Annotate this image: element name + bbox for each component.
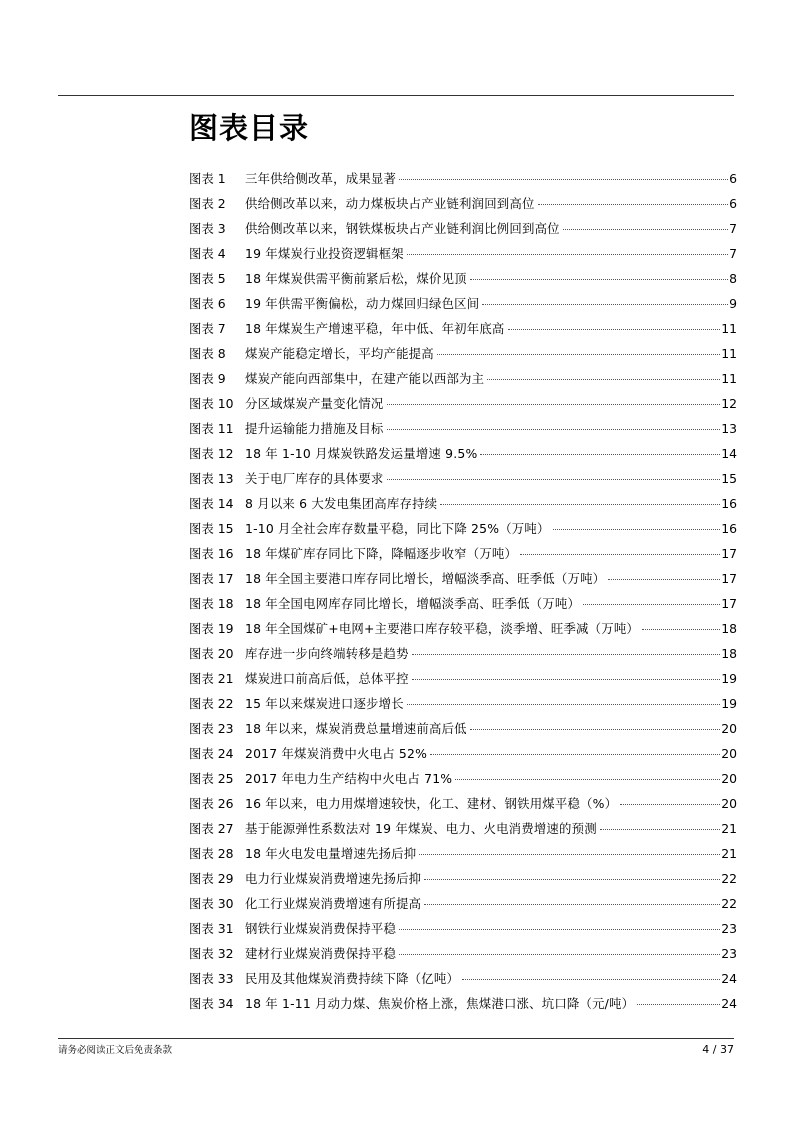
toc-entry[interactable] [189, 441, 737, 466]
toc-dot-leader [520, 554, 720, 555]
toc-entry[interactable] [189, 466, 737, 491]
toc-entry[interactable] [189, 791, 737, 816]
toc-entry-title: 提升运输能力措施及目标 [245, 421, 384, 436]
toc-entry[interactable] [189, 741, 737, 766]
toc-entry[interactable] [189, 841, 737, 866]
toc-entry-label: 图表 29 [189, 871, 234, 886]
toc-dot-leader [620, 804, 720, 805]
toc-dot-leader [387, 429, 721, 430]
toc-entry-title: 钢铁行业煤炭消费保持平稳 [245, 921, 397, 936]
toc-dot-leader [412, 654, 721, 655]
toc-entry[interactable] [189, 866, 737, 891]
toc-entry-page: 24 [721, 996, 737, 1011]
toc-entry-title: 19 年煤炭行业投资逻辑框架 [245, 246, 404, 261]
toc-entry-title: 煤炭产能向西部集中，在建产能以西部为主 [245, 371, 485, 386]
toc-entry-label: 图表 20 [189, 646, 234, 661]
toc-entry-title: 18 年火电发电量增速先扬后抑 [245, 846, 417, 861]
footer-page-number: 4 / 37 [702, 1043, 734, 1056]
toc-dot-leader [430, 754, 720, 755]
toc-entry-page: 7 [729, 221, 737, 236]
toc-entry-label: 图表 11 [189, 421, 234, 436]
toc-entry-page: 21 [721, 846, 737, 861]
toc-entry-title: 化工行业煤炭消费增速有所提高 [245, 896, 422, 911]
toc-dot-leader [455, 779, 720, 780]
toc-entry-page: 20 [721, 796, 737, 811]
toc-entry-title: 18 年煤矿库存同比下降，降幅逐步收窄（万吨） [245, 546, 518, 561]
toc-dot-leader [480, 454, 720, 455]
toc-entry-label: 图表 21 [189, 671, 234, 686]
toc-entry-page: 12 [721, 396, 737, 411]
toc-entry-title: 18 年全国电网库存同比增长，增幅淡季高、旺季低（万吨） [245, 596, 581, 611]
toc-dot-leader [538, 204, 729, 205]
toc-entry-page: 20 [721, 721, 737, 736]
header-divider [58, 95, 734, 96]
toc-dot-leader [462, 979, 720, 980]
toc-entry-label: 图表 24 [189, 746, 234, 761]
toc-entry[interactable] [189, 991, 737, 1016]
toc-entry[interactable] [189, 591, 737, 616]
toc-entry-page: 17 [721, 546, 737, 561]
toc-entry-page: 20 [721, 746, 737, 761]
toc-entry-label: 图表 4 [189, 246, 226, 261]
toc-entry-label: 图表 16 [189, 546, 234, 561]
toc-entry-title: 16 年以来，电力用煤增速较快，化工、建材、钢铁用煤平稳（%） [245, 796, 618, 811]
toc-dot-leader [424, 904, 720, 905]
toc-entry-page: 23 [721, 921, 737, 936]
toc-entry-title: 电力行业煤炭消费增速先扬后抑 [245, 871, 422, 886]
toc-entry-page: 15 [721, 471, 737, 486]
toc-dot-leader [470, 279, 728, 280]
toc-entry-page: 6 [729, 171, 737, 186]
toc-entry-title: 18 年 1-10 月煤炭铁路发运量增速 9.5% [245, 446, 478, 461]
toc-entry[interactable] [189, 216, 737, 241]
toc-dot-leader [482, 304, 728, 305]
toc-entry-title: 18 年全国煤矿+电网+主要港口库存较平稳，淡季增、旺季减（万吨） [245, 621, 640, 636]
toc-entry-page: 21 [721, 821, 737, 836]
toc-entry-page: 17 [721, 596, 737, 611]
toc-entry-title: 关于电厂库存的具体要求 [245, 471, 384, 486]
table-of-figures [189, 166, 737, 1016]
toc-entry-page: 18 [721, 646, 737, 661]
toc-entry-title: 18 年全国主要港口库存同比增长，增幅淡季高、旺季低（万吨） [245, 571, 606, 586]
toc-dot-leader [407, 704, 720, 705]
toc-entry-label: 图表 33 [189, 971, 234, 986]
toc-entry-page: 24 [721, 971, 737, 986]
toc-entry-page: 20 [721, 771, 737, 786]
toc-entry-label: 图表 10 [189, 396, 234, 411]
toc-dot-leader [387, 404, 721, 405]
toc-entry-label: 图表 1 [189, 171, 226, 186]
toc-dot-leader [487, 379, 720, 380]
toc-dot-leader [437, 354, 720, 355]
toc-entry-page: 23 [721, 946, 737, 961]
toc-entry-page: 16 [721, 521, 737, 536]
toc-entry[interactable] [189, 291, 737, 316]
toc-entry[interactable] [189, 416, 737, 441]
toc-entry-title: 建材行业煤炭消费保持平稳 [245, 946, 397, 961]
toc-entry-label: 图表 7 [189, 321, 226, 336]
toc-entry-title: 18 年以来，煤炭消费总量增速前高后低 [245, 721, 467, 736]
toc-entry-label: 图表 18 [189, 596, 234, 611]
toc-entry-label: 图表 30 [189, 896, 234, 911]
toc-entry-label: 图表 9 [189, 371, 226, 386]
toc-entry-label: 图表 23 [189, 721, 234, 736]
toc-entry-page: 13 [721, 421, 737, 436]
toc-entry[interactable] [189, 491, 737, 516]
toc-entry[interactable] [189, 166, 737, 191]
toc-dot-leader [553, 529, 721, 530]
toc-entry[interactable] [189, 266, 737, 291]
toc-entry-title: 18 年煤炭生产增速平稳，年中低、年初年底高 [245, 321, 505, 336]
toc-entry-page: 18 [721, 621, 737, 636]
toc-dot-leader [642, 629, 720, 630]
toc-entry-label: 图表 19 [189, 621, 234, 636]
toc-entry[interactable] [189, 241, 737, 266]
toc-entry-title: 19 年供需平衡偏松，动力煤回归绿色区间 [245, 296, 480, 311]
toc-dot-leader [424, 879, 720, 880]
toc-entry-label: 图表 32 [189, 946, 234, 961]
toc-entry[interactable] [189, 666, 737, 691]
toc-entry-page: 9 [729, 296, 737, 311]
toc-entry-title: 基于能源弹性系数法对 19 年煤炭、电力、火电消费增速的预测 [245, 821, 597, 836]
toc-entry-label: 图表 26 [189, 796, 234, 811]
toc-entry-page: 22 [721, 871, 737, 886]
toc-entry[interactable] [189, 966, 737, 991]
toc-entry-title: 8 月以来 6 大发电集团高库存持续 [245, 496, 438, 511]
toc-dot-leader [399, 179, 728, 180]
toc-dot-leader [508, 329, 721, 330]
toc-entry-title: 库存进一步向终端转移是趋势 [245, 646, 409, 661]
toc-entry[interactable] [189, 716, 737, 741]
toc-entry[interactable] [189, 891, 737, 916]
toc-entry-page: 11 [721, 321, 737, 336]
toc-entry-label: 图表 5 [189, 271, 226, 286]
toc-entry-page: 7 [729, 246, 737, 261]
toc-dot-leader [407, 254, 728, 255]
toc-dot-leader [419, 854, 720, 855]
toc-dot-leader [387, 479, 721, 480]
toc-entry-title: 供给侧改革以来，动力煤板块占产业链利润回到高位 [245, 196, 535, 211]
toc-entry-page: 19 [721, 671, 737, 686]
toc-dot-leader [399, 954, 720, 955]
footer-divider [58, 1038, 734, 1039]
toc-entry-title: 民用及其他煤炭消费持续下降（亿吨） [245, 971, 460, 986]
toc-dot-leader [412, 679, 721, 680]
toc-dot-leader [440, 504, 720, 505]
toc-entry-page: 8 [729, 271, 737, 286]
toc-entry[interactable] [189, 516, 737, 541]
toc-entry[interactable] [189, 391, 737, 416]
toc-entry-title: 分区域煤炭产量变化情况 [245, 396, 384, 411]
toc-entry-title: 1-10 月全社会库存数量平稳，同比下降 25%（万吨） [245, 521, 550, 536]
toc-entry-page: 16 [721, 496, 737, 511]
toc-entry-label: 图表 31 [189, 921, 234, 936]
toc-entry[interactable] [189, 316, 737, 341]
toc-entry-page: 17 [721, 571, 737, 586]
toc-entry-label: 图表 27 [189, 821, 234, 836]
toc-entry-label: 图表 13 [189, 471, 234, 486]
toc-entry[interactable] [189, 566, 737, 591]
toc-entry-title: 2017 年煤炭消费中火电占 52% [245, 746, 428, 761]
toc-entry[interactable] [189, 766, 737, 791]
toc-entry-title: 18 年煤炭供需平衡前紧后松，煤价见顶 [245, 271, 467, 286]
toc-entry[interactable] [189, 641, 737, 666]
toc-entry[interactable] [189, 341, 737, 366]
toc-entry[interactable] [189, 691, 737, 716]
toc-entry-title: 供给侧改革以来，钢铁煤板块占产业链利润比例回到高位 [245, 221, 560, 236]
toc-dot-leader [583, 604, 720, 605]
toc-dot-leader [563, 229, 728, 230]
toc-dot-leader [600, 829, 720, 830]
toc-entry[interactable] [189, 366, 737, 391]
toc-entry[interactable] [189, 541, 737, 566]
toc-entry-label: 图表 6 [189, 296, 226, 311]
toc-entry-page: 11 [721, 371, 737, 386]
toc-entry-label: 图表 28 [189, 846, 234, 861]
toc-entry-label: 图表 8 [189, 346, 226, 361]
toc-entry-page: 11 [721, 346, 737, 361]
toc-entry-label: 图表 12 [189, 446, 234, 461]
toc-entry-label: 图表 3 [189, 221, 226, 236]
toc-entry[interactable] [189, 816, 737, 841]
toc-entry-label: 图表 34 [189, 996, 234, 1011]
toc-entry-page: 22 [721, 896, 737, 911]
toc-dot-leader [637, 1004, 720, 1005]
footer-disclaimer[interactable]: 请务必阅读正文后免责条款 [58, 1045, 173, 1056]
toc-entry-label: 图表 22 [189, 696, 234, 711]
toc-dot-leader [470, 729, 720, 730]
toc-entry-title: 2017 年电力生产结构中火电占 71% [245, 771, 453, 786]
toc-entry-label: 图表 2 [189, 196, 226, 211]
toc-entry-title: 三年供给侧改革，成果显著 [245, 171, 397, 186]
toc-entry[interactable] [189, 616, 737, 641]
toc-entry-page: 14 [721, 446, 737, 461]
toc-dot-leader [399, 929, 720, 930]
toc-entry-label: 图表 25 [189, 771, 234, 786]
toc-entry-title: 15 年以来煤炭进口逐步增长 [245, 696, 404, 711]
toc-entry-title: 18 年 1-11 月动力煤、焦炭价格上涨，焦煤港口涨、坑口降（元/吨） [245, 996, 635, 1011]
page-title: 图表目录 [189, 111, 310, 145]
toc-entry-label: 图表 17 [189, 571, 234, 586]
toc-entry[interactable] [189, 916, 737, 941]
toc-entry-page: 19 [721, 696, 737, 711]
toc-dot-leader [608, 579, 720, 580]
toc-entry-label: 图表 15 [189, 521, 234, 536]
toc-entry[interactable] [189, 191, 737, 216]
toc-entry-page: 6 [729, 196, 737, 211]
toc-entry-title: 煤炭产能稳定增长，平均产能提高 [245, 346, 434, 361]
toc-entry-label: 图表 14 [189, 496, 234, 511]
toc-entry-title: 煤炭进口前高后低，总体平控 [245, 671, 409, 686]
toc-entry[interactable] [189, 941, 737, 966]
